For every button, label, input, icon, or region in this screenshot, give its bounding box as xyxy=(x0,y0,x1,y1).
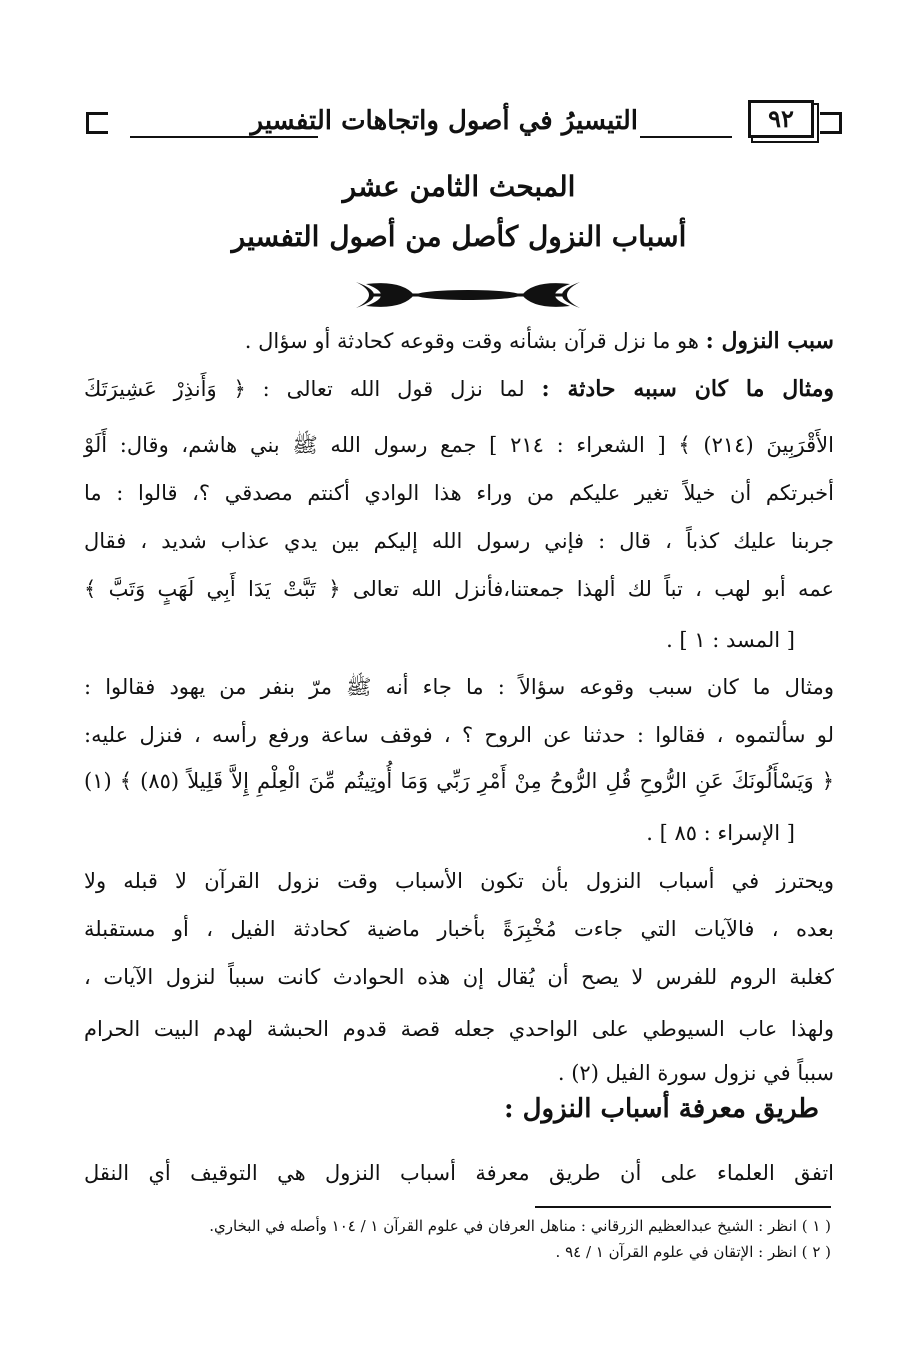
footnote: ( ١ ) انظر : الشيخ عبدالعظيم الزرقاني : مناهل العرفان في علوم القرآن ١ / ١٠٤ وأصله في البخاري. xyxy=(209,1217,831,1235)
text-line: ومثال ما كان سببه حادثة : لما نزل قول الله تعالى : ﴿ وَأَنذِرْ عَشِيرَتَكَ xyxy=(84,376,834,402)
definition-line xyxy=(84,326,834,356)
text-line: بعده ، فالآيات التي جاءت مُخْبِرَةً بأخبار ماضية كحادثة الفيل ، أو مستقبلة xyxy=(84,917,834,941)
header-rule xyxy=(130,136,318,138)
footnote: ( ٢ ) انظر : الإتقان في علوم القرآن ١ / ٩٤ . xyxy=(555,1243,831,1261)
page-header xyxy=(84,100,834,146)
text-line: جربنا عليك كذباً ، قال : فإني رسول الله إليكم بين يدي عذاب شديد ، فقال xyxy=(84,529,834,553)
text-line: ولهذا عاب السيوطي على الواحدي جعله قصة قدوم الحبشة لهدم البيت الحرام xyxy=(84,1017,834,1041)
section-subtitle: أسباب النزول كأصل من أصول التفسير xyxy=(231,220,687,253)
page-number: ٩٢ xyxy=(748,100,814,138)
text-line: كغلبة الروم للفرس لا يصح أن يُقال إن هذه الحوادث كانت سبباً لنزول الآيات ، xyxy=(84,965,834,989)
footnote-rule xyxy=(535,1206,831,1208)
text-line: عمه أبو لهب ، تباً لك ألهذا جمعتنا،فأنزل الله تعالى ﴿ تَبَّتْ يَدَا أَبِي لَهَبٍ وَتَبَّ ﴾ xyxy=(84,577,834,601)
definition-text: هو ما نزل قرآن بشأنه وقت وقوعه كحادثة أو سؤال . xyxy=(244,329,699,353)
header-rule xyxy=(640,136,732,138)
section-title: المبحث الثامن عشر xyxy=(342,170,576,203)
text-line: لو سألتموه ، فقالوا : حدثنا عن الروح ؟ ، فوقف ساعة ورفع رأسه ، فنزل عليه: xyxy=(84,723,834,747)
definition-term: سبب النزول : xyxy=(705,328,834,354)
verse-reference: [ المسد : ١ ] . xyxy=(666,628,795,652)
text-line: ويحترز في أسباب النزول بأن تكون الأسباب وقت نزول القرآن لا قبله ولا xyxy=(84,869,834,893)
text-line: اتفق العلماء على أن طريق معرفة أسباب النزول هي التوقيف أي النقل xyxy=(84,1161,834,1185)
header-corner-ornament xyxy=(86,112,108,134)
verse-reference: [ الإسراء : ٨٥ ] . xyxy=(646,821,795,845)
text-line: الأَقْرَبِينَ (٢١٤) ﴾ [ الشعراء : ٢١٤ ] جمع رسول الله ﷺ بني هاشم، وقال: أَلَوْ xyxy=(84,433,834,457)
subheading: طريق معرفة أسباب النزول : xyxy=(504,1094,819,1124)
verse-line: ﴿ وَيَسْأَلُونَكَ عَنِ الرُّوحِ قُلِ الرُّوحُ مِنْ أَمْرِ رَبِّي وَمَا أُوتِيتُم مِّنَ الْعِلْمِ إِلاَّ قَلِيلاً (٨٥) ﴾ (١) xyxy=(84,769,834,793)
text-line: ومثال ما كان سبب وقوعه سؤالاً : ما جاء أنه ﷺ مرّ بنفر من يهود فقالوا : xyxy=(84,675,834,699)
divider-ornament xyxy=(352,278,584,312)
text-line: أخبرتكم أن خيلاً تغير عليكم من وراء هذا الوادي أكنتم مصدقي ؟، قالوا : ما xyxy=(84,481,834,505)
header-corner-ornament xyxy=(820,112,842,134)
running-title: التيسيرُ في أصول واتجاهات التفسير xyxy=(250,106,638,136)
example-term: ومثال ما كان سببه حادثة : xyxy=(541,376,834,402)
text-line: سبباً في نزول سورة الفيل (٢) . xyxy=(557,1061,834,1085)
